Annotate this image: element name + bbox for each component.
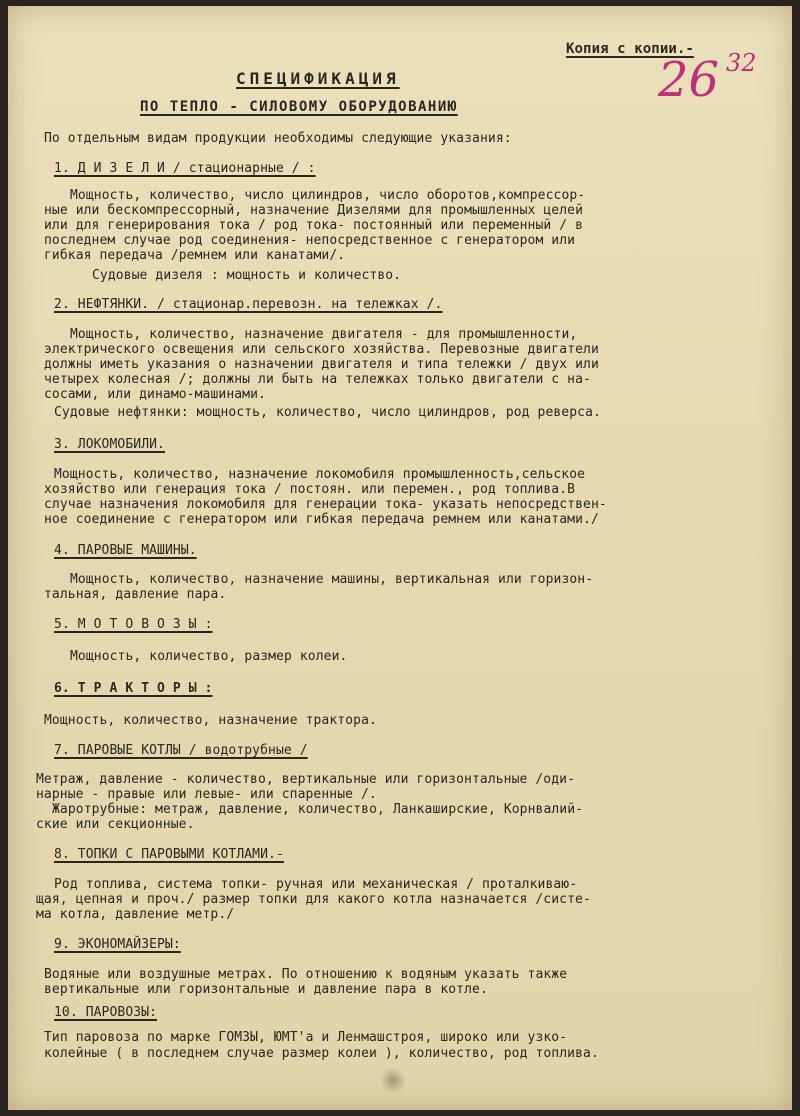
text-line: ские или секционные. bbox=[36, 817, 195, 832]
section-heading: 5. М О Т О В О З Ы : bbox=[54, 617, 213, 632]
text-line: Жаротрубные: метраж, давление, количество, Ланкаширские, Корнвалий- bbox=[52, 802, 584, 817]
stamp-number: 26 bbox=[658, 52, 720, 108]
text-line: сосами, или динамо-машинами. bbox=[44, 387, 266, 402]
text-line: хозяйство или генерация тока / постоян. или перемен., род топлива.В bbox=[44, 482, 576, 497]
stamp-sheet: 32 bbox=[726, 49, 757, 77]
document-title: СПЕЦИФИКАЦИЯ bbox=[236, 69, 400, 88]
text-line: четырех колесная /; должны ли быть на тележках только двигатели с на- bbox=[44, 372, 591, 387]
text-line: Мощность, количество, назначение машины, вертикальная или горизон- bbox=[70, 572, 594, 587]
text-line: Мощность, количество, назначение двигателя - для промышленности, bbox=[70, 327, 578, 342]
text-line: Мощность, количество, назначение трактора. bbox=[44, 713, 377, 728]
text-line: Тип паровоза по марке ГОМЗЫ, ЮМТ'а и Ленмашстроя, широко или узко- bbox=[44, 1030, 568, 1045]
text-line: ное соединение с генератором или гибкая передача ремнем или канатами./ bbox=[44, 512, 599, 527]
document-page bbox=[8, 6, 792, 1110]
copy-note: Копия с копии.- bbox=[566, 41, 694, 57]
text-line: электрического освещения или сельского хозяйства. Перевозные двигатели bbox=[44, 342, 599, 357]
text-line: вертикальные или горизонтальные и давление пара в котле. bbox=[44, 982, 488, 997]
text-line: ные или бескомпрессорный, назначение Дизелями для промышленных целей bbox=[44, 203, 584, 218]
section-heading: 4. ПАРОВЫЕ МАШИНЫ. bbox=[54, 543, 197, 558]
text-line: Мощность, количество, размер колеи. bbox=[70, 649, 348, 664]
document-subtitle: ПО ТЕПЛО - СИЛОВОМУ ОБОРУДОВАНИЮ bbox=[140, 99, 458, 115]
section-heading: 9. ЭКОНОМАЙЗЕРЫ: bbox=[54, 937, 181, 952]
text-line: нарные - правые или левые- или спаренные /. bbox=[36, 787, 377, 802]
text-line: Мощность, количество, число цилиндров, число оборотов,компрессор- bbox=[70, 188, 586, 203]
text-line: Водяные или воздушные метрах. По отношению к водяным указать также bbox=[44, 967, 568, 982]
text-line: Метраж, давление - количество, вертикальные или горизонтальные /оди- bbox=[36, 772, 576, 787]
text-line: гибкая передача /ремнем или канатами/. bbox=[44, 248, 346, 263]
section-heading: 2. НЕФТЯНКИ. / стационар.перевозн. на тележках /. bbox=[54, 297, 443, 312]
text-line: Род топлива, система топки- ручная или механическая / проталкиваю- bbox=[54, 877, 578, 892]
text-line: щая, цепная и проч./ размер топки для какого котла назначается /систе- bbox=[36, 892, 591, 907]
text-line: тальная, давление пара. bbox=[44, 587, 227, 602]
section-heading: 10. ПАРОВОЗЫ: bbox=[54, 1005, 158, 1020]
archive-stamp bbox=[658, 49, 778, 124]
text-line: колейные ( в последнем случае размер колеи ), количество, род топлива. bbox=[44, 1046, 599, 1061]
section-heading: 7. ПАРОВЫЕ КОТЛЫ / водотрубные / bbox=[54, 743, 308, 758]
section-heading: 1. Д И З Е Л И / стационарные / : bbox=[54, 161, 316, 176]
text-line: должны иметь указания о назначении двигателя и типа тележки / двух или bbox=[44, 357, 599, 372]
text-line: ма котла, давление метр./ bbox=[36, 907, 235, 922]
text-line: Судовые нефтянки: мощность, количество, число цилиндров, род реверса. bbox=[54, 405, 601, 420]
intro-line: По отдельным видам продукции необходимы следующие указания: bbox=[44, 131, 512, 146]
section-heading: 3. ЛОКОМОБИЛИ. bbox=[54, 437, 165, 452]
text-line: или для генерирования тока / род тока- постоянный или переменный / в bbox=[44, 218, 584, 233]
paper-stain bbox=[378, 1068, 408, 1092]
text-line: случае назначения локомобиля для генерации тока- указать непосредствен- bbox=[44, 497, 607, 512]
section-heading: 6. Т Р А К Т О Р Ы : bbox=[54, 681, 213, 696]
text-line: Мощность, количество, назначение локомобиля промышленность,сельское bbox=[54, 467, 586, 482]
text-line: последнем случае род соединения- непосредственное с генератором или bbox=[44, 233, 576, 248]
section-heading: 8. ТОПКИ С ПАРОВЫМИ КОТЛАМИ.- bbox=[54, 847, 284, 862]
text-line: Судовые дизеля : мощность и количество. bbox=[92, 268, 402, 283]
